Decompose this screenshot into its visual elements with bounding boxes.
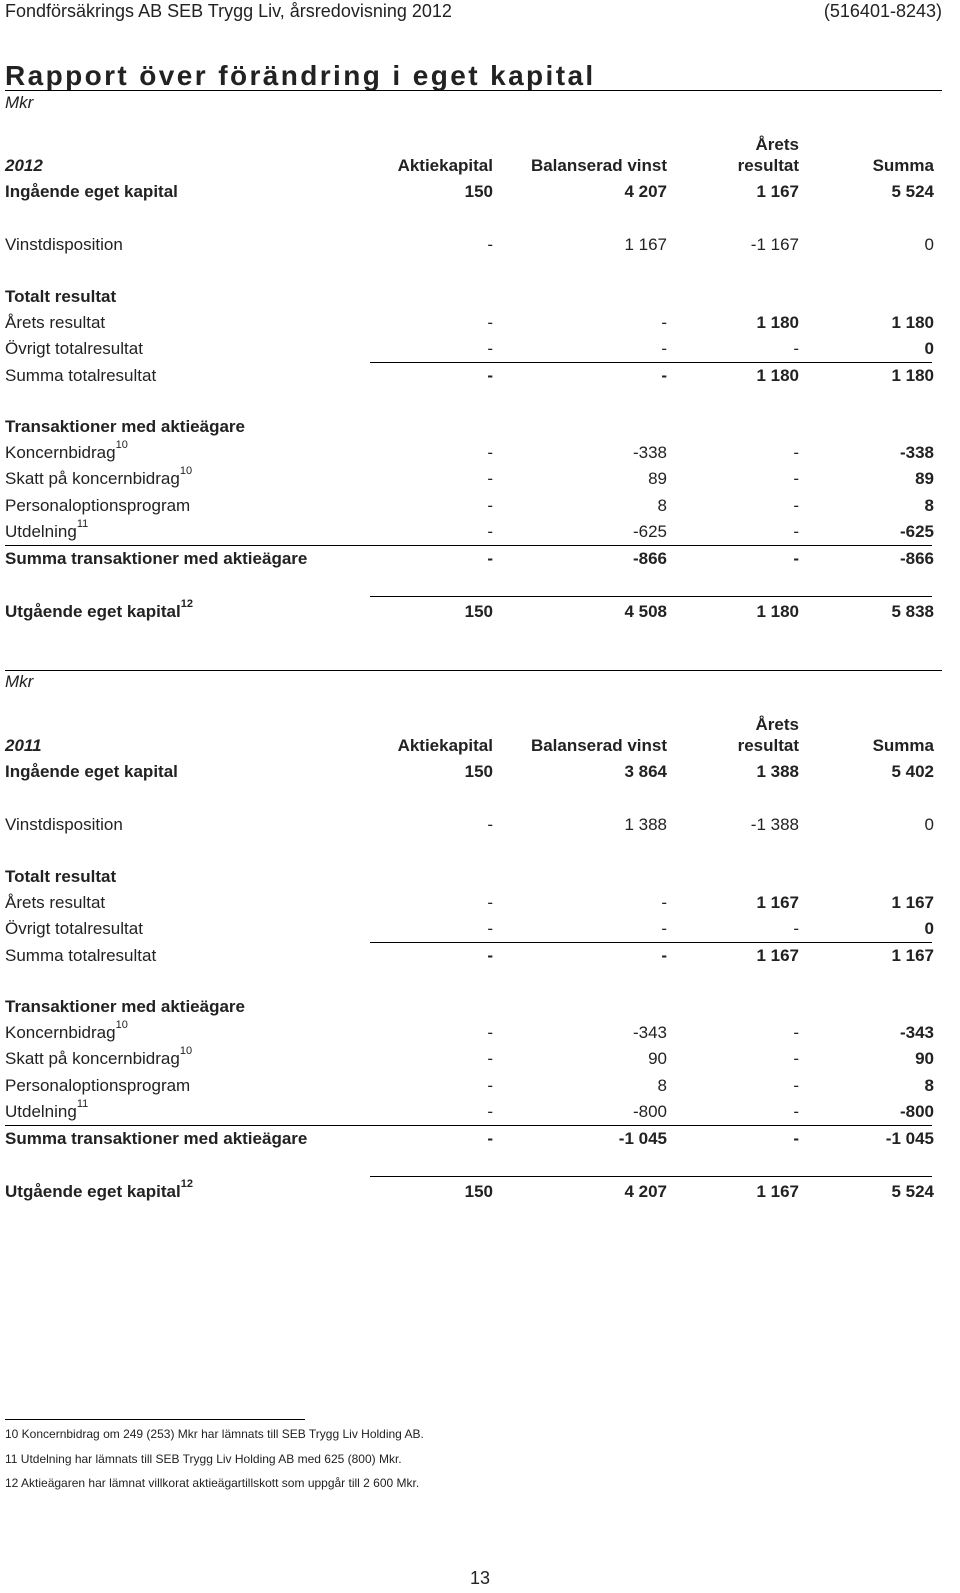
note-reference: 11: [76, 518, 89, 531]
table-row-vinstdisp: [5, 814, 947, 836]
cell-c2: 4 207: [624, 1182, 667, 1201]
cell-c1: -: [487, 235, 493, 254]
col-header-summa: Summa: [872, 156, 934, 175]
table-row-trans-head: [5, 996, 947, 1018]
row-label-text: Utdelning: [5, 1102, 77, 1121]
cell-c1: 150: [464, 182, 493, 201]
page-number: 13: [469, 1568, 491, 1588]
cell-c3: 1 167: [756, 893, 799, 912]
cell-c3: -: [793, 339, 799, 358]
page-header: [5, 0, 942, 26]
cell-c1: -: [487, 549, 493, 568]
cell-c3: -: [793, 1023, 799, 1042]
row-label: [5, 312, 105, 334]
cell-c1: -: [487, 339, 493, 358]
row-label-text: Koncernbidrag: [5, 443, 116, 462]
cell-c3: 1 180: [756, 313, 799, 332]
cell-c1: -: [487, 946, 493, 965]
table-row-personal: [5, 495, 947, 517]
cell-c4: 89: [915, 469, 934, 488]
cell-c3: 1 167: [756, 182, 799, 201]
row-label: [5, 365, 156, 387]
cell-c4: 5 838: [891, 602, 934, 621]
cell-c4: -1 045: [885, 1129, 934, 1148]
cell-c3: -: [793, 469, 799, 488]
cell-c2: -: [661, 946, 667, 965]
table-row-skatt: [5, 1045, 947, 1070]
row-label: [5, 439, 128, 464]
col-header-arets-resultat: [738, 714, 799, 756]
row-label: [5, 1045, 193, 1070]
cell-c3: -: [793, 919, 799, 938]
column-header: [5, 126, 947, 176]
header-company: Fondförsäkrings AB SEB Trygg Liv, årsredovisning 2012: [5, 1, 452, 21]
table-row-vinstdisp: [5, 234, 947, 256]
cell-c3: -: [793, 443, 799, 462]
footnote-divider: [5, 1419, 305, 1420]
row-label-text: Totalt resultat: [5, 287, 117, 306]
row-label: [5, 495, 190, 517]
cell-c4: 0: [924, 919, 934, 938]
col-header-arets-resultat: [738, 134, 799, 176]
row-label-text: Övrigt totalresultat: [5, 919, 143, 938]
cell-c4: 90: [915, 1049, 934, 1068]
table-row-koncern: [5, 439, 947, 464]
row-label-text: Skatt på koncernbidrag: [5, 469, 180, 488]
table-row-arets: [5, 312, 947, 334]
cell-c1: 150: [464, 1182, 493, 1201]
cell-c2: -338: [632, 443, 667, 462]
col-header-balanserad-vinst: Balanserad vinst: [530, 156, 667, 175]
table-rule: [370, 1176, 932, 1177]
cell-c2: -: [661, 366, 667, 385]
cell-c2: -: [661, 919, 667, 938]
cell-c1: -: [487, 366, 493, 385]
cell-c2: -625: [632, 522, 667, 541]
row-label: [5, 598, 193, 623]
row-label-text: Utdelning: [5, 522, 77, 541]
cell-c1: -: [487, 469, 493, 488]
row-label: [5, 1075, 190, 1097]
row-label-text: Personaloptionsprogram: [5, 1076, 191, 1095]
cell-c4: 5 524: [891, 182, 934, 201]
note-reference: 10: [179, 465, 193, 478]
row-label: [5, 465, 193, 490]
cell-c2: -: [661, 893, 667, 912]
cell-c3: -: [793, 522, 799, 541]
table-row-summa-tot: [5, 365, 947, 387]
row-label: [5, 1178, 193, 1203]
note-reference: 10: [115, 439, 128, 452]
cell-c1: -: [487, 1129, 493, 1148]
col-header-aktiekapital: Aktiekapital: [397, 736, 493, 755]
table-rule: [370, 362, 932, 363]
table-row-utgaende: [5, 1178, 947, 1203]
table-rule: [370, 596, 932, 597]
row-label-text: Koncernbidrag: [5, 1023, 116, 1042]
cell-c4: 1 180: [891, 366, 934, 385]
row-label-text: Utgående eget kapital: [5, 602, 181, 621]
cell-c1: 150: [464, 602, 493, 621]
cell-c3: -1 167: [750, 235, 799, 254]
footnote-10: 10 Koncernbidrag om 249 (253) Mkr har lämnats till SEB Trygg Liv Holding AB.: [5, 1427, 424, 1441]
cell-c2: 90: [648, 1049, 667, 1068]
footnote-11: 11 Utdelning har lämnats till SEB Trygg Liv Holding AB med 625 (800) Mkr.: [5, 1452, 402, 1466]
row-label-text: Skatt på koncernbidrag: [5, 1049, 180, 1068]
row-label-text: Övrigt totalresultat: [5, 339, 143, 358]
cell-c1: -: [487, 919, 493, 938]
cell-c1: -: [487, 496, 493, 515]
table-row-summa-trans: [5, 1128, 947, 1150]
row-label-text: Summa totalresultat: [5, 366, 157, 385]
col-header-aktiekapital: Aktiekapital: [397, 156, 493, 175]
cell-c3: -: [793, 549, 799, 568]
cell-c4: 1 167: [891, 946, 934, 965]
row-label: [5, 1098, 89, 1123]
note-reference: 12: [180, 1178, 193, 1191]
unit-label: Mkr: [5, 93, 34, 112]
cell-c1: -: [487, 313, 493, 332]
cell-c2: -1 045: [618, 1129, 667, 1148]
cell-c4: 5 524: [891, 1182, 934, 1201]
table-rule: [5, 1125, 932, 1126]
note-reference: 10: [179, 1045, 193, 1058]
cell-c3: 1 167: [756, 946, 799, 965]
cell-c3: 1 180: [756, 602, 799, 621]
row-label-text: Utgående eget kapital: [5, 1182, 181, 1201]
cell-c2: 1 388: [624, 815, 667, 834]
table-row-utdelning: [5, 518, 947, 543]
cell-c3: 1 388: [756, 762, 799, 781]
col-header-arets-line2: resultat: [737, 736, 799, 755]
cell-c3: -1 388: [750, 815, 799, 834]
row-label: [5, 945, 156, 967]
table-rule: [5, 545, 932, 546]
table-row-koncern: [5, 1019, 947, 1044]
cell-c4: 0: [924, 235, 934, 254]
footnote-12: 12 Aktieägaren har lämnat villkorat aktieägartillskott som uppgår till 2 600 Mkr.: [5, 1476, 420, 1490]
table-row-personal: [5, 1075, 947, 1097]
cell-c2: -: [661, 313, 667, 332]
row-label-text: Ingående eget kapital: [5, 762, 178, 781]
col-header-arets-line2: resultat: [737, 156, 799, 175]
table-row-trans-head: [5, 416, 947, 438]
page-title: Rapport över förändring i eget kapital: [5, 60, 596, 91]
cell-c2: 4 508: [624, 602, 667, 621]
row-label: [5, 814, 123, 836]
cell-c1: -: [487, 1102, 493, 1121]
cell-c3: -: [793, 496, 799, 515]
table-row-ingaende: [5, 181, 947, 203]
cell-c2: 8: [657, 496, 667, 515]
row-label-text: Ingående eget kapital: [5, 182, 178, 201]
table-row-summa-trans: [5, 548, 947, 570]
row-label-text: Summa transaktioner med aktieägare: [5, 549, 308, 568]
row-label: [5, 1019, 128, 1044]
table-row-totalt-head: [5, 866, 947, 888]
cell-c4: 8: [924, 496, 934, 515]
col-header-arets-line1: Årets: [755, 135, 799, 154]
cell-c3: -: [793, 1102, 799, 1121]
table-row-totalt-head: [5, 286, 947, 308]
row-label: [5, 1128, 307, 1150]
col-header-arets-line1: Årets: [755, 715, 799, 734]
cell-c1: 150: [464, 762, 493, 781]
row-label: [5, 918, 143, 940]
row-label: [5, 416, 245, 438]
cell-c4: -343: [899, 1023, 934, 1042]
cell-c2: -866: [632, 549, 667, 568]
cell-c4: 5 402: [891, 762, 934, 781]
note-reference: 10: [115, 1019, 128, 1032]
cell-c2: -343: [632, 1023, 667, 1042]
cell-c1: -: [487, 893, 493, 912]
unit-label: Mkr: [5, 672, 34, 691]
row-label: [5, 338, 143, 360]
cell-c3: 1 167: [756, 1182, 799, 1201]
cell-c3: -: [793, 1129, 799, 1148]
row-label: [5, 548, 307, 570]
table-row-summa-tot: [5, 945, 947, 967]
row-label: [5, 234, 123, 256]
row-label-text: Årets resultat: [5, 893, 106, 912]
table-rule: [5, 90, 942, 91]
table-row-ovrigt: [5, 918, 947, 940]
row-label: [5, 866, 116, 888]
col-header-balanserad-vinst: Balanserad vinst: [530, 736, 667, 755]
cell-c1: -: [487, 1023, 493, 1042]
cell-c2: -800: [632, 1102, 667, 1121]
row-label-text: Transaktioner med aktieägare: [5, 997, 246, 1016]
table-row-utdelning: [5, 1098, 947, 1123]
column-header: [5, 706, 947, 756]
cell-c4: 1 180: [891, 313, 934, 332]
row-label-text: Summa totalresultat: [5, 946, 157, 965]
year-label: 2012: [5, 156, 43, 175]
row-label-text: Vinstdisposition: [5, 815, 123, 834]
col-header-summa: Summa: [872, 736, 934, 755]
table-row-utgaende: [5, 598, 947, 623]
row-label: [5, 761, 178, 783]
cell-c4: -338: [899, 443, 934, 462]
cell-c2: 89: [648, 469, 667, 488]
cell-c4: -625: [899, 522, 934, 541]
row-label-text: Summa transaktioner med aktieägare: [5, 1129, 308, 1148]
table-row-ovrigt: [5, 338, 947, 360]
cell-c1: -: [487, 815, 493, 834]
table-row-arets: [5, 892, 947, 914]
row-label: [5, 181, 178, 203]
cell-c2: 1 167: [624, 235, 667, 254]
cell-c2: 4 207: [624, 182, 667, 201]
cell-c1: -: [487, 1076, 493, 1095]
table-rule: [370, 942, 932, 943]
row-label: [5, 518, 89, 543]
cell-c4: -800: [899, 1102, 934, 1121]
note-reference: 11: [76, 1098, 89, 1111]
row-label: [5, 996, 245, 1018]
row-label: [5, 286, 116, 308]
cell-c1: -: [487, 522, 493, 541]
row-label: [5, 892, 105, 914]
cell-c4: 0: [924, 339, 934, 358]
row-label-text: Vinstdisposition: [5, 235, 123, 254]
table-row-ingaende: [5, 761, 947, 783]
note-reference: 12: [180, 598, 193, 611]
table-row-skatt: [5, 465, 947, 490]
year-label: 2011: [5, 736, 42, 755]
row-label-text: Totalt resultat: [5, 867, 117, 886]
row-label-text: Personaloptionsprogram: [5, 496, 191, 515]
cell-c4: 0: [924, 815, 934, 834]
table-rule: [5, 670, 942, 671]
row-label-text: Transaktioner med aktieägare: [5, 417, 246, 436]
cell-c4: -866: [899, 549, 934, 568]
cell-c3: -: [793, 1076, 799, 1095]
cell-c3: 1 180: [756, 366, 799, 385]
cell-c2: 8: [657, 1076, 667, 1095]
cell-c2: -: [661, 339, 667, 358]
header-org-number: (516401-8243): [823, 1, 942, 21]
cell-c3: -: [793, 1049, 799, 1068]
cell-c1: -: [487, 443, 493, 462]
cell-c1: -: [487, 1049, 493, 1068]
cell-c2: 3 864: [624, 762, 667, 781]
cell-c4: 1 167: [891, 893, 934, 912]
row-label-text: Årets resultat: [5, 313, 106, 332]
cell-c4: 8: [924, 1076, 934, 1095]
